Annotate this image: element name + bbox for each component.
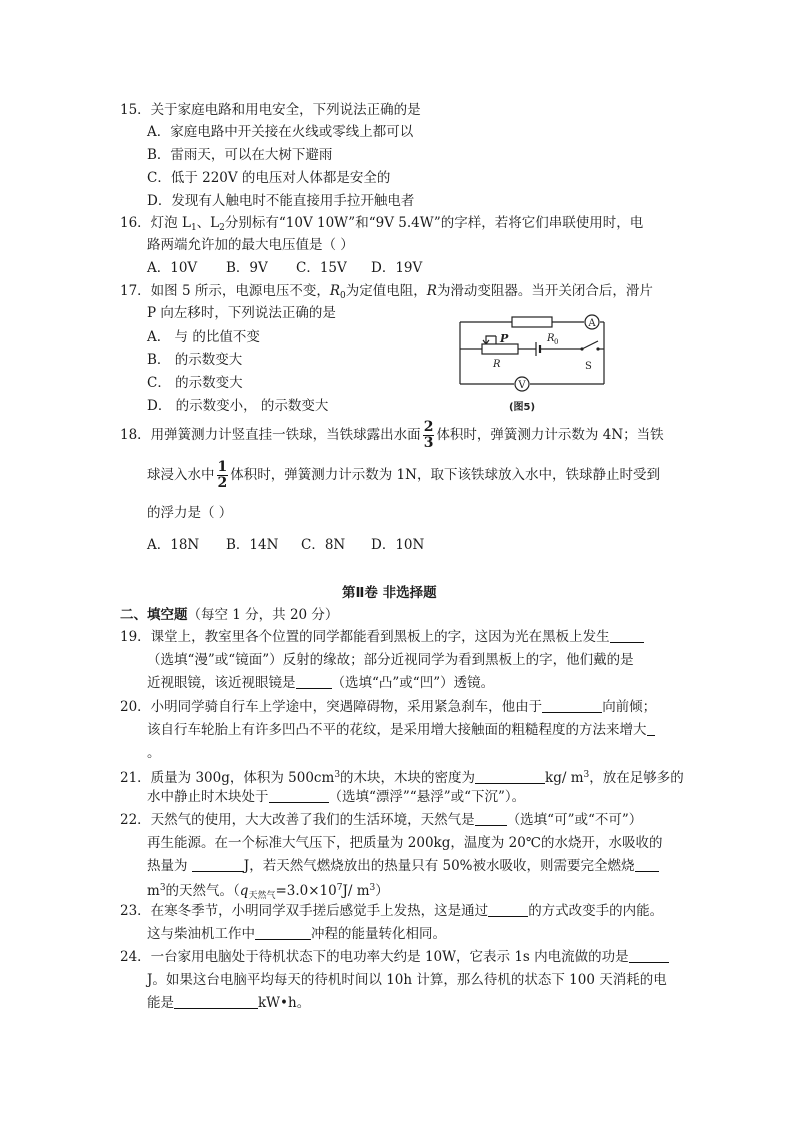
blank bbox=[488, 902, 528, 917]
q24-line3: 能是 kW•h。 bbox=[147, 995, 311, 1011]
q15-option-b: B．雷雨天，可以在大树下避雨 bbox=[147, 147, 333, 163]
q16-option-d: D．19V bbox=[371, 260, 423, 276]
q22-line1: 22．天然气的使用，大大改善了我们的生活环境，天然气是 （选填“可”或“不可”） bbox=[120, 812, 643, 828]
q17-option-d: D． 的示数变小， 的示数变大 bbox=[147, 398, 329, 414]
q22-line4: $m^3$的天然气。（$q_{天然气}=3.0\times 10^7J/$ $m^3$） bbox=[147, 883, 389, 901]
q18-option-b: B．14N bbox=[226, 537, 279, 553]
q15-option-d: D．发现有人触电时不能直接用手拉开触电者 bbox=[147, 193, 415, 209]
q23-line2: 这与柴油机工作中 冲程的能量转化相同。 bbox=[147, 926, 446, 942]
q16-stem-line1: 16．灯泡 $L_1$、$L_2$分别标有“10V 10W”和“9V 5.4W”的字样，若将它们串联使用时，电 bbox=[120, 215, 644, 233]
blank bbox=[635, 857, 659, 872]
q18-option-a: A．18N bbox=[147, 537, 200, 553]
q16-stem-line2: 路两端允许加的最大电压值是（ ） bbox=[147, 237, 354, 253]
blank bbox=[647, 721, 655, 736]
q24-line1: 24．一台家用电脑处于待机状态下的电功率大约是 10W，它表示 1s 内电流做的功是 bbox=[120, 947, 669, 967]
q20-line3: 。 bbox=[147, 745, 161, 761]
q22-line3: 热量为 J，若天然气燃烧放出的热量只有 50%被水吸收，则需要完全燃烧 bbox=[147, 856, 659, 876]
q21-line2: 水中静止时木块处于 （选填“漂浮”“悬浮”或“下沉”）。 bbox=[147, 789, 526, 805]
blank bbox=[192, 857, 244, 872]
blank bbox=[475, 769, 545, 784]
circuit-diagram-figure5 bbox=[452, 311, 612, 415]
switch-s-label: S bbox=[585, 361, 592, 372]
fraction-two-thirds: $\frac{2}{3}$ bbox=[423, 419, 434, 451]
q22-line2: 再生能源。在一个标准大气压下，把质量为 200kg，温度为 20℃的水烧开，水吸收的 bbox=[147, 835, 663, 851]
r0-label: R bbox=[547, 333, 555, 344]
q24-line2: J。如果这台电脑平均每天的待机时间以 10h 计算，那么待机的状态下 100 天消耗的电 bbox=[147, 972, 667, 988]
q18-stem-line1: 18．用弹簧测力计竖直挂一铁球，当铁球露出水面 $\frac{2}{3}$ 体积时，弹簧测力计示数为 4N；当铁 bbox=[120, 419, 664, 451]
q17-option-a: A． 与 的比值不变 bbox=[147, 329, 260, 345]
q15-option-a: A．家庭电路中开关接在火线或零线上都可以 bbox=[147, 124, 414, 140]
q20-line1: 20．小明同学骑自行车上学途中，突遇障碍物，采用紧急刹车，他由于 向前倾； bbox=[120, 699, 657, 715]
q17-stem-line1: 17．如图 5 所示，电源电压不变，$R_0$为定值电阻，R为滑动变阻器。当开关闭合后，滑片 bbox=[120, 283, 653, 301]
voltmeter-label: V bbox=[518, 380, 526, 391]
blank bbox=[255, 925, 311, 940]
q18-stem-line2: 球浸入水中 $\frac{1}{2}$ 体积时，弹簧测力计示数为 1N，取下该铁球放入水中，铁球静止时受到 bbox=[147, 459, 660, 491]
blank bbox=[610, 628, 644, 643]
q18-option-c: C．8N bbox=[301, 537, 346, 553]
q15-stem: 15．关于家庭电路和用电安全，下列说法正确的是 bbox=[120, 102, 421, 118]
q17-option-b: B． 的示数变大 bbox=[147, 352, 243, 368]
fraction-one-half: $\frac{1}{2}$ bbox=[217, 459, 228, 491]
ammeter-label: A bbox=[588, 318, 596, 329]
q23-line1: 23．在寒冬季节，小明同学双手搓后感觉手上发热，这是通过 的方式改变手的内能。 bbox=[120, 903, 664, 919]
rheostat-r-label: R bbox=[493, 359, 501, 370]
blank bbox=[269, 788, 329, 803]
section2-heading: 二、填空题（每空 1 分，共 20 分） bbox=[120, 607, 339, 623]
q18-stem-line3: 的浮力是（ ） bbox=[147, 505, 233, 521]
q19-line2: （选填“漫”或“镜面”）反射的缘故；部分近视同学为看到黑板上的字，他们戴的是 bbox=[147, 652, 634, 668]
blank bbox=[629, 948, 669, 963]
blank bbox=[296, 674, 332, 689]
blank bbox=[542, 698, 602, 713]
r0-sub-label: 0 bbox=[554, 338, 559, 346]
q16-option-b: B．9V bbox=[226, 260, 268, 276]
blank bbox=[475, 811, 507, 826]
q17-stem-line2: P 向左移时，下列说法正确的是 bbox=[147, 305, 336, 321]
q19-line3: 近视眼镜，该近视眼镜是 （选填“凸”或“凹”）透镜。 bbox=[147, 675, 495, 691]
q16-option-a: A．10V bbox=[147, 260, 198, 276]
q20-line2: 该自行车轮胎上有许多凹凸不平的花纹，是采用增大接触面的粗糙程度的方法来增大 bbox=[147, 720, 655, 740]
q19-line1: 19．课堂上，教室里各个位置的同学都能看到黑板上的字，这因为光在黑板上发生 bbox=[120, 627, 644, 647]
q21-line1: 21．质量为 300g，体积为 $500cm^3$的木块，木块的密度为 kg/ $m^3$，放在足够多的 bbox=[120, 770, 684, 786]
figure-caption: (图5) bbox=[508, 402, 536, 413]
q16-option-c: C．15V bbox=[296, 260, 347, 276]
q17-option-c: C． 的示数变大 bbox=[147, 375, 243, 391]
slider-p-label: P bbox=[500, 332, 509, 345]
blank bbox=[174, 994, 258, 1009]
q15-option-c: C．低于 220V 的电压对人体都是安全的 bbox=[147, 170, 391, 186]
part2-title: 第Ⅱ卷 非选择题 bbox=[342, 585, 437, 601]
q18-option-d: D．10N bbox=[371, 537, 425, 553]
